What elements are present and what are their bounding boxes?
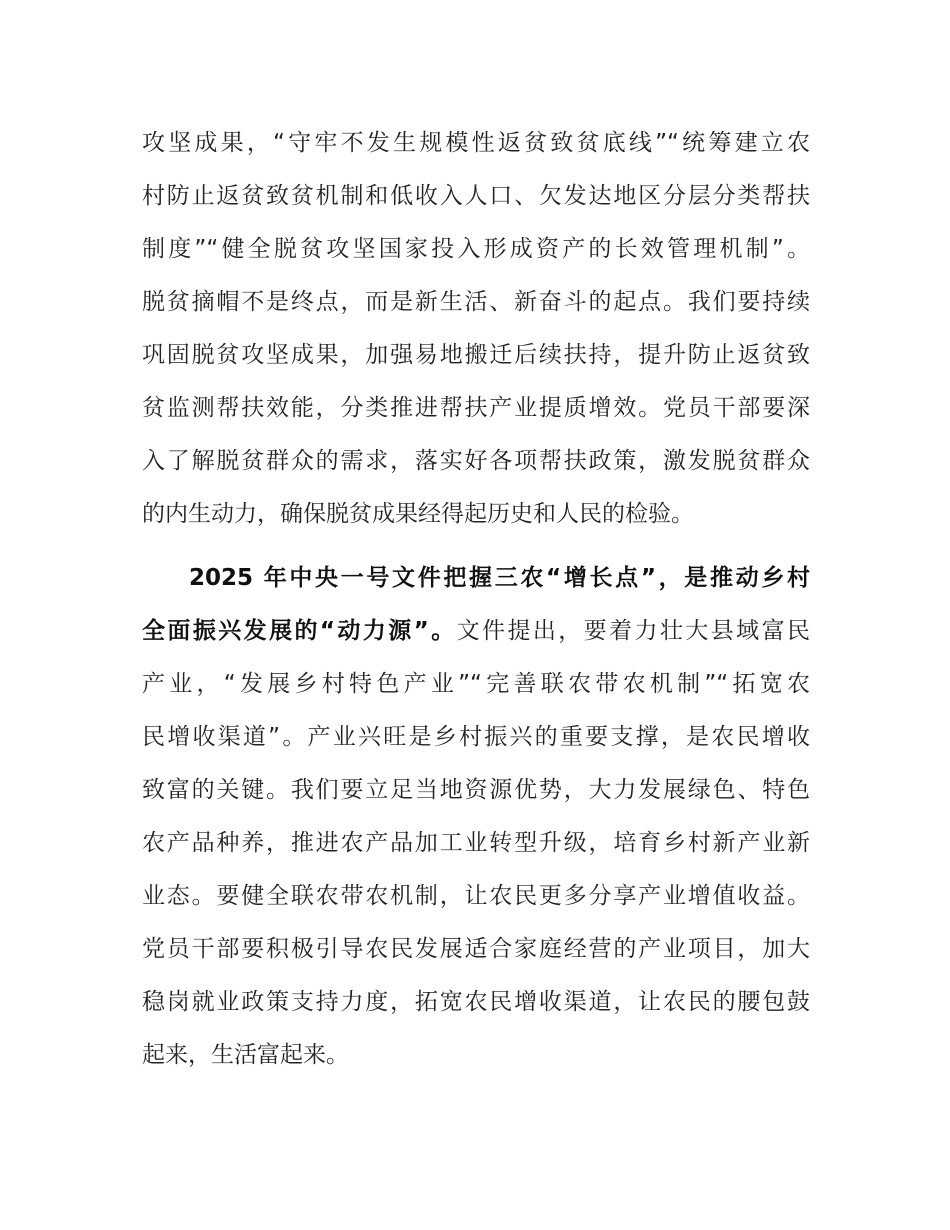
paragraph-1-line-1: 攻坚成果，“守牢不发生规模性返贫致贫底线”“统筹建立农 [142, 130, 810, 156]
paragraph-2-line-2 [142, 611, 810, 651]
paragraph-1-line-7: 入了解脱贫群众的需求，落实好各项帮扶政策，激发脱贫群众 [142, 448, 810, 474]
paragraph-2-line-7: 业态。要健全联农带农机制，让农民更多分享产业增值收益。 [142, 883, 810, 909]
paragraph-2-line-6: 农产品种养，推进农产品加工业转型升级，培育乡村新产业新 [142, 830, 810, 856]
paragraph-1-line-2: 村防止返贫致贫机制和低收入人口、欠发达地区分层分类帮扶 [142, 183, 810, 209]
paragraph-2-line-2-text: 文件提出，要着力壮大县域富民 [456, 618, 811, 644]
paragraph-2-bold-line-2: 全面振兴发展的“动力源”。 [142, 618, 457, 644]
paragraph-2-line-9: 稳岗就业政策支持力度，拓宽农民增收渠道，让农民的腰包鼓 [142, 989, 810, 1015]
paragraph-1-line-8: 的内生动力，确保脱贫成果经得起历史和人民的检验。 [142, 501, 694, 527]
paragraph-2-line-3: 产业，“发展乡村特色产业”“完善联农带农机制”“拓宽农 [142, 671, 810, 697]
paragraph-1-line-6: 贫监测帮扶效能，分类推进帮扶产业提质增效。党员干部要深 [142, 395, 810, 421]
paragraph-2-bold-line-1: 2025 年中央一号文件把握三农“增长点”，是推动乡村 [189, 565, 810, 591]
paragraph-2-line-8: 党员干部要积极引导农民发展适合家庭经营的产业项目，加大 [142, 936, 810, 962]
paragraph-1-line-3: 制度”“健全脱贫攻坚国家投入形成资产的长效管理机制”。 [142, 236, 810, 262]
paragraph-1-line-5: 巩固脱贫攻坚成果，加强易地搬迁后续扶持，提升防止返贫致 [142, 342, 810, 368]
paragraph-2-line-4: 民增收渠道”。产业兴旺是乡村振兴的重要支撑，是农民增收 [142, 724, 810, 750]
paragraph-1-line-4: 脱贫摘帽不是终点，而是新生活、新奋斗的起点。我们要持续 [142, 289, 810, 315]
paragraph-2-line-10: 起来，生活富起来。 [142, 1042, 349, 1068]
paragraph-2-line-5: 致富的关键。我们要立足当地资源优势，大力发展绿色、特色 [142, 777, 810, 803]
